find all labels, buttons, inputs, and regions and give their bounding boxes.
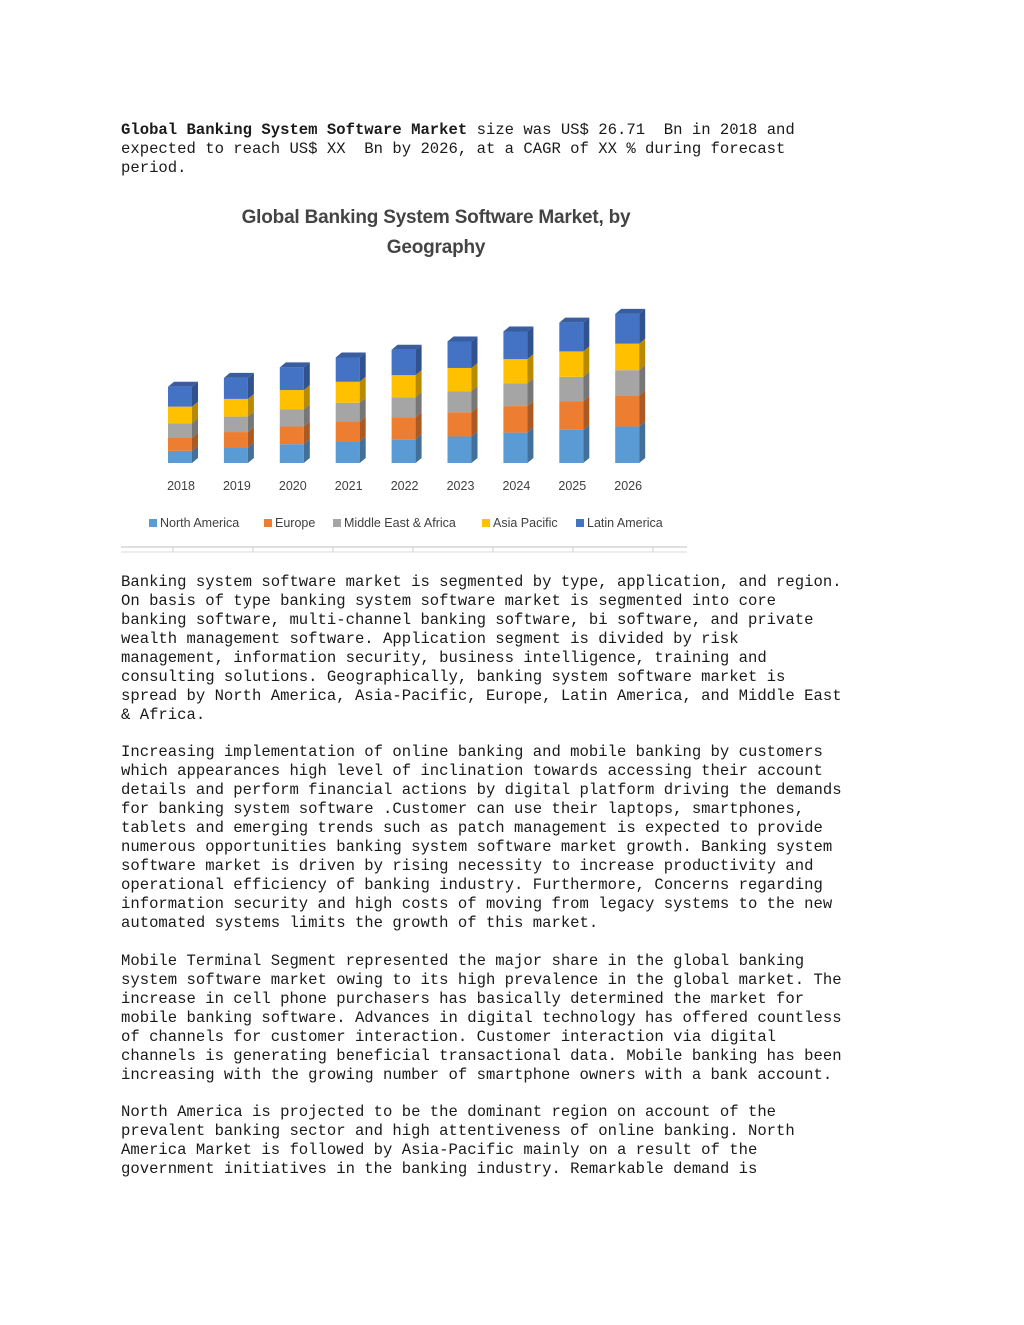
x-tick-label: 2023 bbox=[446, 479, 475, 493]
x-tick-label: 2022 bbox=[390, 479, 419, 493]
x-tick-label: 2021 bbox=[334, 479, 363, 493]
bar-segment bbox=[392, 439, 416, 463]
paragraph-2-line: information security and high costs of moving from legacy systems to the new bbox=[121, 895, 833, 913]
bar-segment bbox=[336, 403, 360, 422]
bar-segment bbox=[336, 441, 360, 463]
paragraph-1-line: banking software, multi-channel banking software, bi software, and private bbox=[121, 611, 814, 629]
geography-chart bbox=[121, 195, 689, 557]
paragraph-1-line: spread by North America, Asia-Pacific, Europe, Latin America, and Middle East bbox=[121, 687, 842, 705]
bar-segment-side bbox=[583, 346, 589, 376]
paragraph-4 bbox=[121, 1103, 795, 1179]
bar-segment bbox=[392, 397, 416, 417]
paragraph-1-line: consulting solutions. Geographically, banking system software market is bbox=[121, 668, 786, 686]
bar-segment bbox=[503, 406, 527, 433]
paragraph-4-line: government initiatives in the banking industry. Remarkable demand is bbox=[121, 1160, 758, 1178]
bar-segment bbox=[280, 427, 304, 445]
bar-segment bbox=[448, 436, 472, 463]
bar-segment bbox=[168, 423, 192, 437]
paragraph-2-line: numerous opportunities banking system software market growth. Banking system bbox=[121, 838, 833, 856]
legend-swatch bbox=[264, 519, 272, 527]
bar-segment bbox=[336, 357, 360, 381]
paragraph-4-line: North America is projected to be the dominant region on account of the bbox=[121, 1103, 777, 1121]
intro-line-3: period. bbox=[121, 159, 187, 177]
bar-segment bbox=[615, 396, 639, 427]
bar-segment-side bbox=[639, 422, 645, 463]
paragraph-1 bbox=[121, 573, 842, 725]
legend-swatch bbox=[149, 519, 157, 527]
bar-segment-side bbox=[472, 336, 478, 368]
legend-swatch bbox=[482, 519, 490, 527]
intro-line-1-rest: size was US$ 26.71 Bn in 2018 and bbox=[467, 121, 795, 139]
bar-segment-side bbox=[583, 372, 589, 401]
bar-segment bbox=[224, 448, 248, 463]
legend-swatch bbox=[333, 519, 341, 527]
paragraph-2-line: Increasing implementation of online banking and mobile banking by customers bbox=[121, 743, 823, 761]
bar-segment bbox=[559, 377, 583, 401]
bar-segment bbox=[559, 401, 583, 430]
chart-title bbox=[121, 203, 751, 263]
paragraph-3-line: channels is generating beneficial transactional data. Mobile banking has been bbox=[121, 1047, 842, 1065]
bar-segment-side bbox=[583, 318, 589, 352]
bar-segment bbox=[168, 451, 192, 463]
paragraph-4-line: America Market is followed by Asia-Pacific mainly on a result of the bbox=[121, 1141, 758, 1159]
legend-swatch bbox=[576, 519, 584, 527]
bar-segment bbox=[224, 417, 248, 432]
intro-paragraph bbox=[121, 121, 795, 178]
bar-segment bbox=[615, 314, 639, 344]
bar-segment-side bbox=[639, 365, 645, 395]
bar-segment bbox=[280, 390, 304, 409]
bar-segment-side bbox=[472, 431, 478, 463]
bar-segment bbox=[224, 399, 248, 417]
bar-segment bbox=[559, 323, 583, 352]
paragraph-1-line: Banking system software market is segmented by type, application, and region. bbox=[121, 573, 842, 591]
bar-segment bbox=[224, 378, 248, 399]
bar-segment bbox=[336, 382, 360, 403]
intro-bold-title: Global Banking System Software Market bbox=[121, 121, 468, 139]
bar-segment-side bbox=[527, 354, 533, 383]
bar-segment-side bbox=[416, 434, 422, 463]
bar-segment bbox=[392, 375, 416, 397]
bar-segment-side bbox=[639, 391, 645, 427]
paragraph-2 bbox=[121, 743, 842, 933]
x-tick-label: 2026 bbox=[614, 479, 643, 493]
legend-label: Asia Pacific bbox=[493, 516, 558, 530]
bar-segment bbox=[168, 438, 192, 451]
bar-segment-side bbox=[416, 345, 422, 375]
x-tick-label: 2018 bbox=[167, 479, 195, 493]
bar-segment bbox=[503, 359, 527, 383]
paragraph-3-line: system software market owing to its high prevalence in the global market. The bbox=[121, 971, 842, 989]
paragraph-3-line: of channels for customer interaction. Customer interaction via digital bbox=[121, 1028, 777, 1046]
bar-segment bbox=[615, 344, 639, 371]
paragraph-2-line: operational efficiency of banking industry. Furthermore, Concerns regarding bbox=[121, 876, 823, 894]
chart-title-line-1: Global Banking System Software Market, by bbox=[241, 207, 631, 228]
paragraph-4-line: prevalent banking sector and high attentiveness of online banking. North bbox=[121, 1122, 795, 1140]
bar-segment bbox=[392, 350, 416, 375]
paragraph-2-line: details and perform financial actions by digital platform driving the demands bbox=[121, 781, 842, 799]
paragraph-3-line: Mobile Terminal Segment represented the major share in the global banking bbox=[121, 952, 805, 970]
x-tick-label: 2024 bbox=[502, 479, 531, 493]
paragraph-2-line: for banking system software .Customer can use their laptops, smartphones, bbox=[121, 800, 805, 818]
paragraph-1-line: On basis of type banking system software market is segmented into core bbox=[121, 592, 777, 610]
bar-segment bbox=[503, 433, 527, 463]
x-tick-label: 2020 bbox=[278, 479, 307, 493]
bar-segment bbox=[448, 412, 472, 436]
bar-segment-side bbox=[639, 309, 645, 344]
bar-segment bbox=[503, 383, 527, 406]
bar-segment bbox=[280, 409, 304, 426]
bar-segment bbox=[168, 407, 192, 424]
paragraph-2-line: tablets and emerging trends such as patch management is expected to provide bbox=[121, 819, 823, 837]
paragraph-1-line: & Africa. bbox=[121, 706, 206, 724]
bar-segment-side bbox=[583, 396, 589, 430]
bar-segment-side bbox=[639, 339, 645, 371]
bar-segment bbox=[336, 422, 360, 442]
x-tick-label: 2019 bbox=[222, 479, 251, 493]
paragraph-3-line: mobile banking software. Advances in digital technology has offered countless bbox=[121, 1009, 842, 1027]
bar-segment bbox=[224, 432, 248, 447]
bar-segment bbox=[448, 391, 472, 412]
paragraph-2-line: software market is driven by rising necessity to increase productivity and bbox=[121, 857, 814, 875]
legend-label: Europe bbox=[275, 516, 316, 530]
bar-segment-side bbox=[360, 352, 366, 381]
paragraph-3-line: increase in cell phone purchasers has basically determined the market for bbox=[121, 990, 805, 1008]
bar-segment bbox=[448, 368, 472, 391]
legend-label: Middle East & Africa bbox=[344, 516, 456, 530]
bar-segment bbox=[615, 427, 639, 463]
paragraph-1-line: management, information security, business intelligence, training and bbox=[121, 649, 767, 667]
paragraph-2-line: which appearances high level of inclination towards accessing their account bbox=[121, 762, 823, 780]
legend-label: Latin America bbox=[587, 516, 663, 530]
bar-segment bbox=[392, 417, 416, 439]
paragraph-3-line: increasing with the growing number of smartphone owners with a bank account. bbox=[121, 1066, 833, 1084]
bar-segment bbox=[503, 332, 527, 360]
intro-line-2: expected to reach US$ XX Bn by 2026, at a CAGR of XX % during forecast bbox=[121, 140, 786, 158]
legend-label: North America bbox=[160, 516, 240, 530]
paragraph-2-line: automated systems limits the growth of this market. bbox=[121, 914, 599, 932]
chart-title-line-2: Geography bbox=[386, 237, 486, 258]
bar-segment bbox=[559, 351, 583, 376]
bar-segment-side bbox=[583, 425, 589, 463]
bar-segment-side bbox=[527, 327, 533, 360]
bar-segment bbox=[615, 370, 639, 395]
bar-segment bbox=[168, 387, 192, 407]
paragraph-3 bbox=[121, 952, 842, 1085]
bar-segment bbox=[280, 367, 304, 390]
paragraph-1-line: wealth management software. Application segment is divided by risk bbox=[121, 630, 739, 648]
bar-segment bbox=[559, 430, 583, 463]
bar-segment bbox=[448, 341, 472, 368]
bar-segment-side bbox=[472, 407, 478, 436]
bar-segment bbox=[280, 444, 304, 463]
x-tick-label: 2025 bbox=[558, 479, 587, 493]
bar-segment-side bbox=[527, 401, 533, 433]
bar-segment-side bbox=[527, 428, 533, 463]
